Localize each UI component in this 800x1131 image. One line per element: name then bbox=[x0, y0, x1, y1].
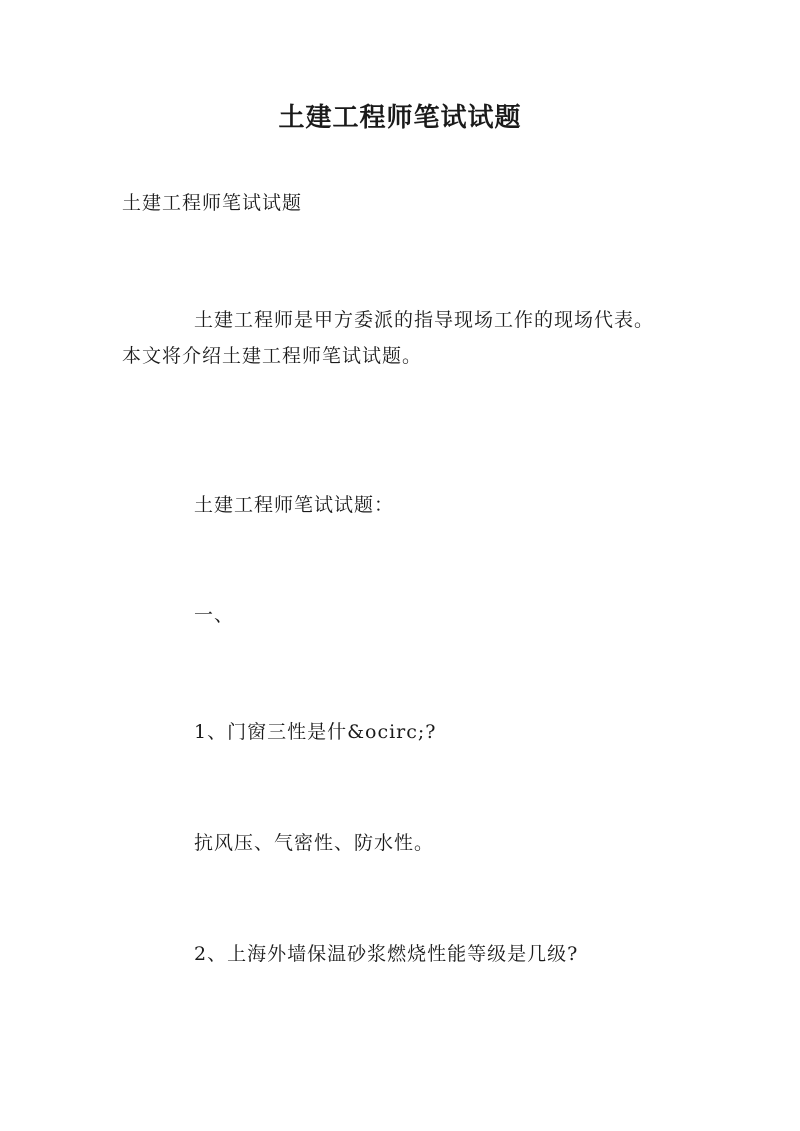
intro-paragraph bbox=[122, 302, 702, 374]
question-1: 1、门窗三性是什&ocirc;? bbox=[194, 721, 437, 743]
answer-1: 抗风压、气密性、防水性。 bbox=[194, 832, 435, 854]
document-title: 土建工程师笔试试题 bbox=[278, 103, 522, 133]
intro-line-2: 本文将介绍土建工程师笔试试题。 bbox=[122, 345, 423, 367]
intro-line-1: 土建工程师是甲方委派的指导现场工作的现场代表。 bbox=[194, 309, 655, 331]
section-number: 一、 bbox=[194, 604, 235, 626]
section-heading: 土建工程师笔试试题： bbox=[194, 494, 395, 516]
document-subtitle: 土建工程师笔试试题 bbox=[122, 192, 303, 214]
question-2: 2、上海外墙保温砂浆燃烧性能等级是几级? bbox=[194, 943, 579, 965]
